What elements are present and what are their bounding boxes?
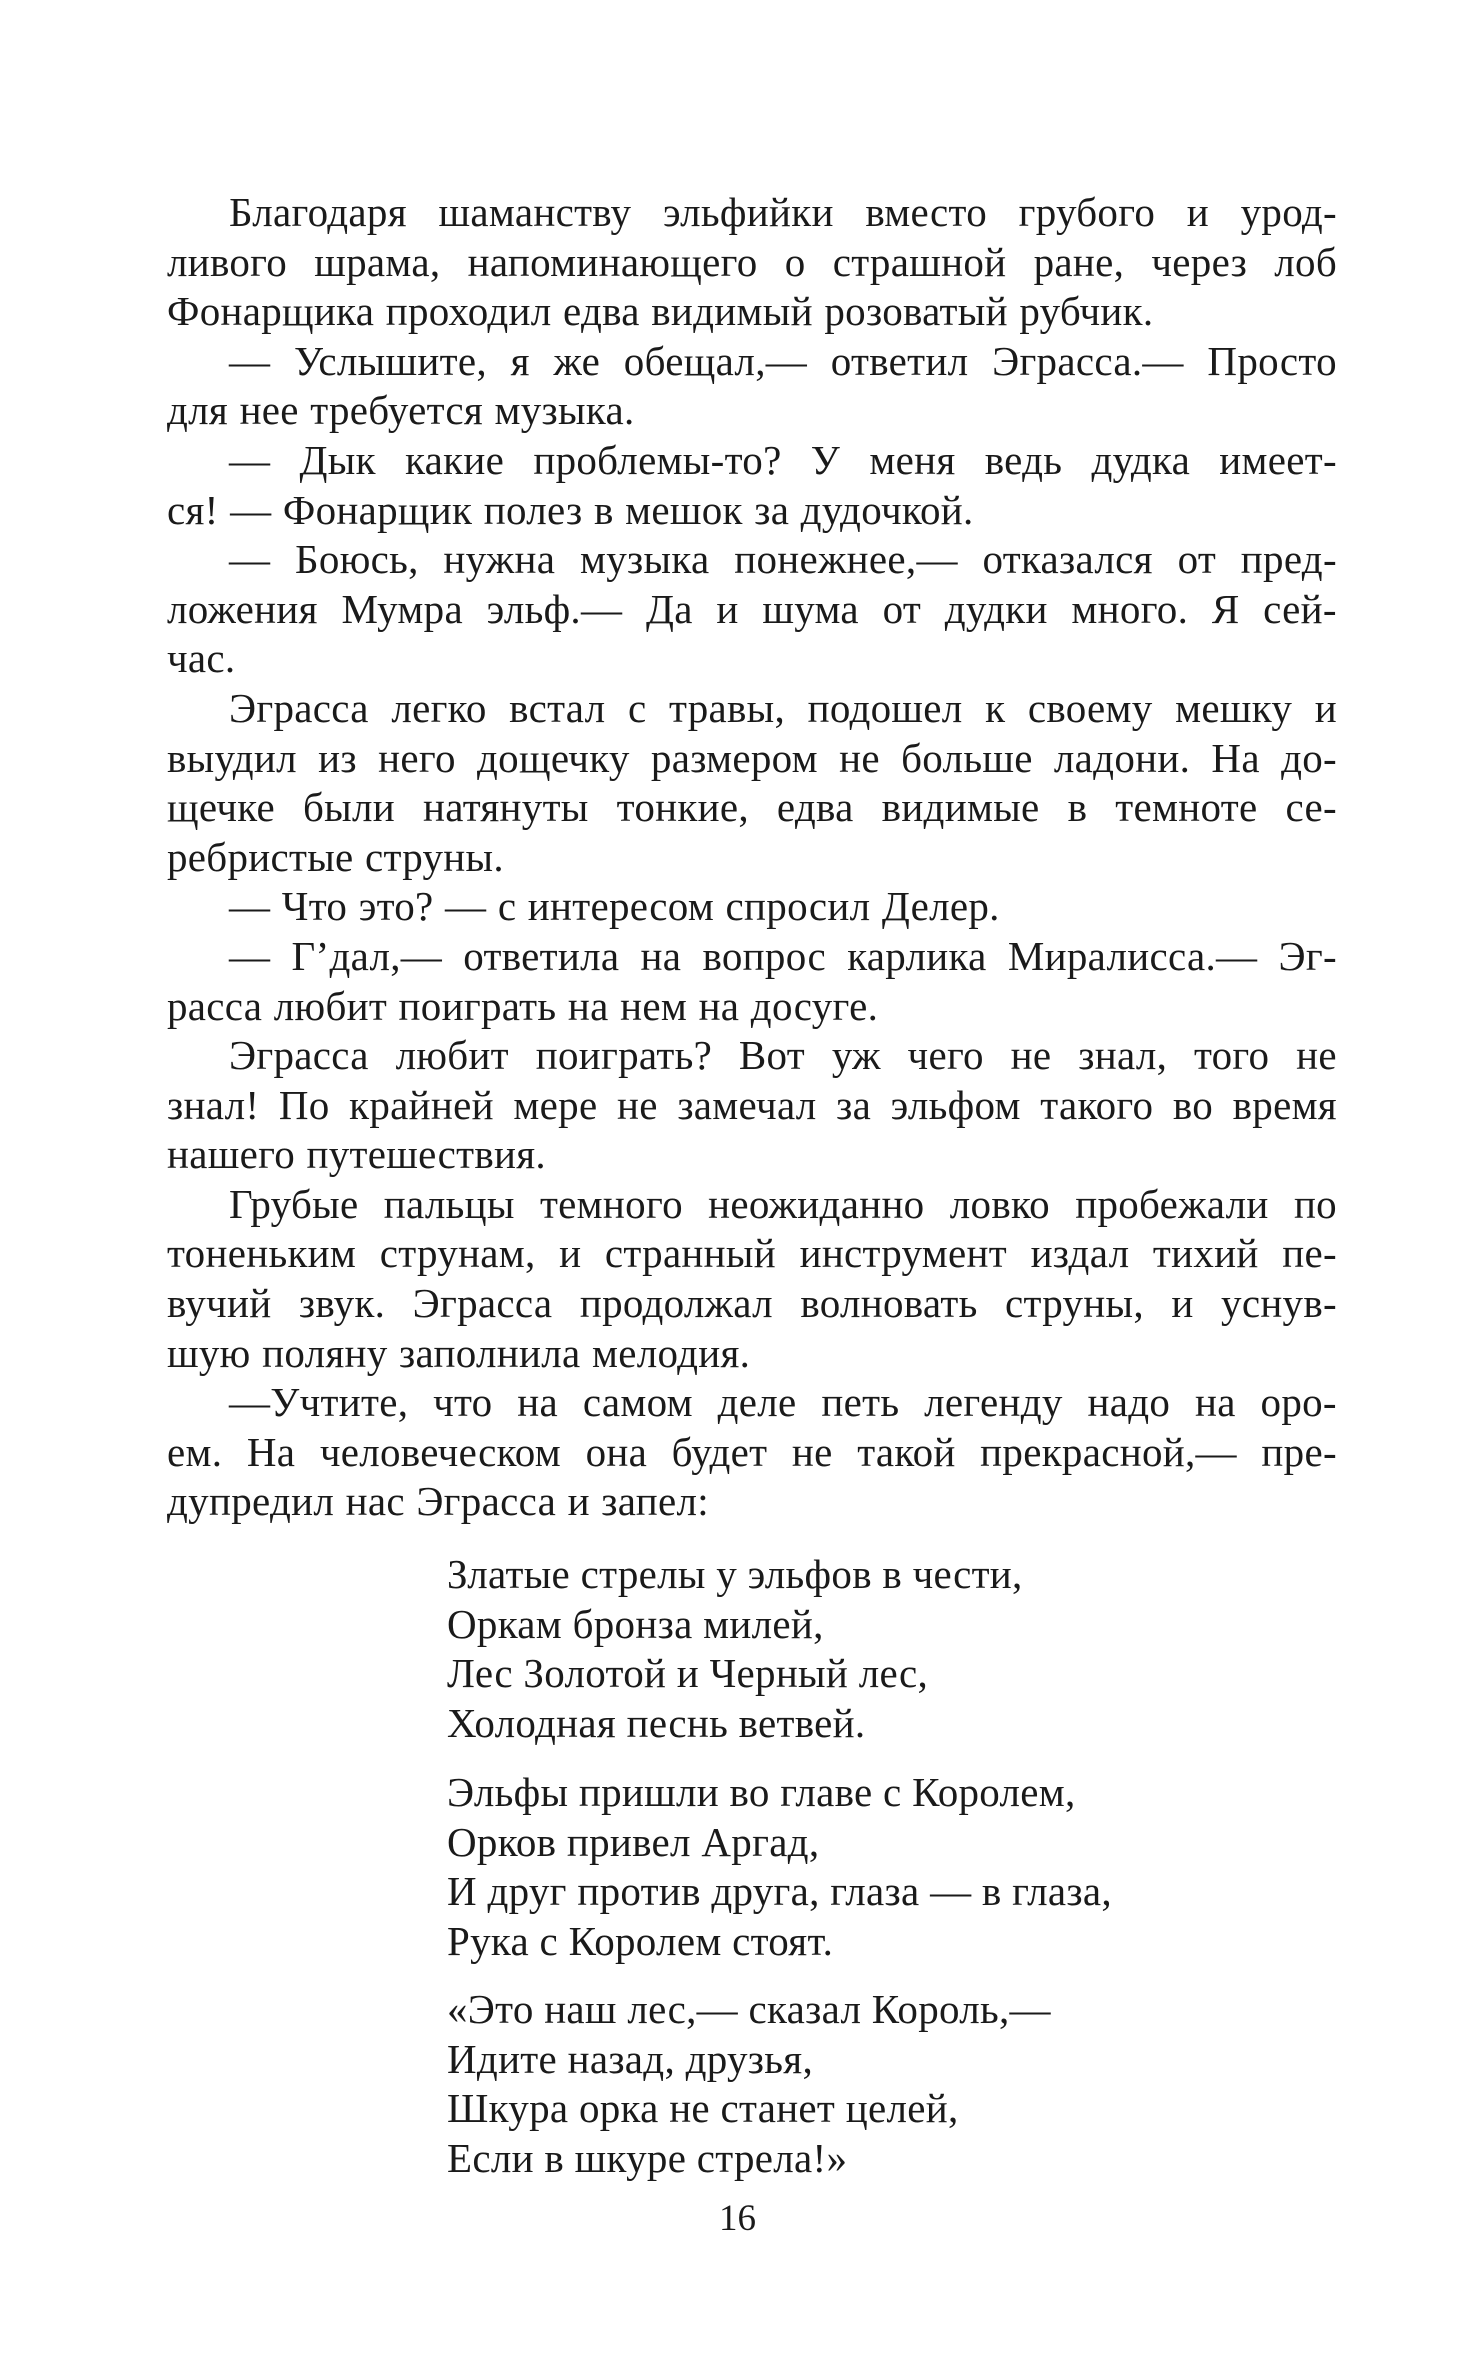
text-line: час. (167, 635, 236, 682)
verse-line: Шкура орка не станет целей, (447, 2085, 959, 2131)
text-line: — Услышите, я же обещал,— ответил Эграсса.— Просто (229, 337, 1337, 384)
verse-stanza-3 (447, 1985, 1247, 2183)
text-line: шую поляну заполнила мелодия. (167, 1329, 751, 1376)
text-line: знал! По крайней мере не замечал за эльфом такого во время (167, 1081, 1337, 1128)
text-line: Эграсса легко встал с травы, подошел к своему мешку и (229, 684, 1337, 731)
text-line: Благодаря шаманству эльфийки вместо грубого и урод- (229, 189, 1337, 235)
text-line: — Г’дал,— ответила на вопрос карлика Миралисса.— Эг- (229, 932, 1337, 979)
text-line: Грубые пальцы темного неожиданно ловко пробежали по (229, 1180, 1337, 1227)
page-number: 16 (719, 2198, 756, 2239)
text-line: ребристые струны. (167, 833, 504, 880)
text-line: щечке были натянуты тонкие, едва видимые в темноте се- (167, 784, 1337, 831)
verse-line: Эльфы пришли во главе с Королем, (447, 1769, 1076, 1815)
verse-line: «Это наш лес,— сказал Король,— (447, 1986, 1051, 2032)
prose-text (167, 188, 1337, 1527)
text-line: расса любит поиграть на нем на досуге. (167, 982, 879, 1029)
text-line: —Учтите, что на самом деле петь легенду надо на оро- (229, 1379, 1337, 1426)
verse-line: Златые стрелы у эльфов в чести, (447, 1551, 1023, 1597)
verse-line: Рука с Королем стоят. (447, 1917, 834, 1964)
verse-line: Холодная песнь ветвей. (447, 1699, 866, 1746)
text-line: тоненьким струнам, и странный инструмент издал тихий пе- (167, 1230, 1337, 1277)
text-line: Фонарщика проходил едва видимый розоватый рубчик. (167, 288, 1154, 335)
verse-stanza-1 (447, 1550, 1247, 1748)
verse-stanza-2 (447, 1768, 1247, 1966)
text-line: выудил из него дощечку размером не больше ладони. На до- (167, 734, 1337, 781)
text-line: нашего путешествия. (167, 1131, 546, 1178)
text-line: вучий звук. Эграсса продолжал волновать струны, и уснув- (167, 1280, 1337, 1327)
text-line: для нее требуется музыка. (167, 387, 635, 434)
text-line: ем. На человеческом она будет не такой прекрасной,— пре- (167, 1428, 1337, 1475)
text-line: — Что это? — с интересом спросил Делер. (229, 883, 1000, 930)
verse-line: Если в шкуре стрела!» (447, 2134, 848, 2181)
text-line: ложения Мумра эльф.— Да и шума от дудки много. Я сей- (167, 585, 1337, 632)
verse-line: Оркам бронза милей, (447, 1600, 824, 1647)
verse-line: И друг против друга, глаза — в глаза, (447, 1868, 1112, 1914)
text-line: ся! — Фонарщик полез в мешок за дудочкой. (167, 486, 974, 533)
text-line: — Боюсь, нужна музыка понежнее,— отказался от пред- (229, 536, 1337, 583)
text-line: — Дык какие проблемы-то? У меня ведь дудка имеет- (229, 436, 1337, 483)
text-line: дупредил нас Эграсса и запел: (167, 1478, 709, 1525)
text-line: Эграсса любит поиграть? Вот уж чего не знал, того не (229, 1032, 1337, 1079)
verse-line: Орков привел Аргад, (447, 1818, 820, 1865)
verse-line: Лес Золотой и Черный лес, (447, 1650, 929, 1696)
text-line: ливого шрама, напоминающего о страшной ране, через лоб (167, 238, 1337, 285)
book-page (167, 188, 1337, 1527)
verse-line: Идите назад, друзья, (447, 2035, 813, 2082)
